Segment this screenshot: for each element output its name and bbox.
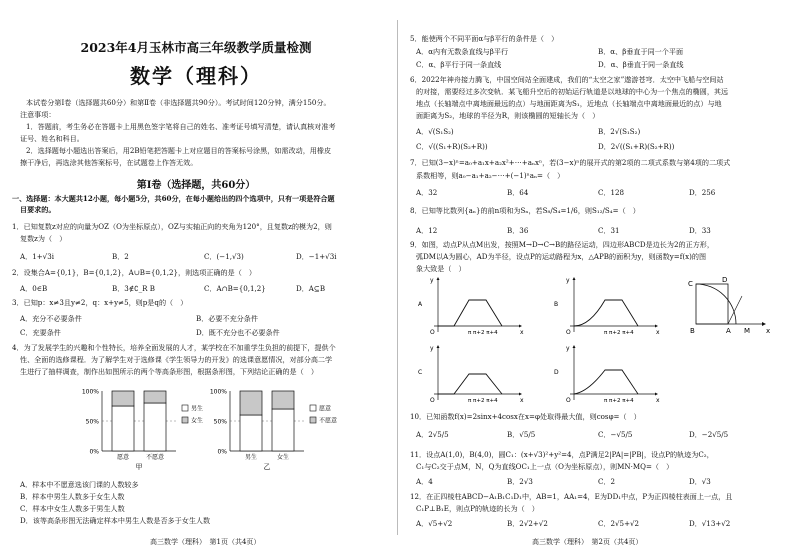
chart-caption: 甲 — [135, 463, 143, 471]
option-a: A．√5+√2 — [416, 519, 453, 528]
function-curve — [574, 300, 638, 326]
intro-line: 注意事项： — [20, 110, 56, 119]
option-c: C．2√5+√2 — [598, 519, 640, 528]
x-tick-label: 不愿意 — [145, 454, 165, 461]
question-6-text: 面距离为S₂，地球的半径为R，则该椭圆的短轴长为（ ） — [416, 111, 600, 120]
option-c: C．充要条件 — [20, 328, 61, 337]
option-b: B．样本中男生人数多于女生人数 — [20, 492, 125, 501]
arrow-icon — [437, 345, 440, 348]
label-a: A — [726, 327, 731, 335]
option-a: A．12 — [416, 226, 438, 235]
option-a: A．α内有无数条直线与β平行 — [416, 47, 509, 56]
option-c: C．128 — [598, 188, 625, 197]
chart-caption: 乙 — [263, 463, 271, 471]
left-column — [0, 0, 392, 553]
option-c: C．(−1,√3) — [204, 252, 244, 261]
arrow-icon — [437, 277, 440, 280]
option-b: B．3∉∁_R B — [112, 284, 155, 293]
subject-title: 数学（理科） — [130, 64, 262, 88]
function-curve — [574, 370, 638, 394]
graph-letter: B — [554, 301, 559, 308]
option-a: A．32 — [416, 188, 438, 197]
bar-segment — [144, 403, 166, 451]
page-footer: 高三数学（理科） 第1页（共4页） — [150, 538, 261, 546]
label-d: D — [722, 276, 728, 284]
option-a: A．样本中不愿意选该门课的人数较多 — [20, 480, 139, 489]
option-a: A．1+√3i — [20, 252, 54, 261]
question-4-text: 性、全面的选修课程．为了解学生对于选修课《学生领导力的开发》的选课意愿情况，对部分高二学 — [20, 355, 333, 364]
label-m: M — [744, 327, 751, 335]
question-11-text: 11．设点A(1,0)，B(4,0)，圆C₁：(x+√3)²+y²=4，点P满足2|PA|=|PB|，设点P的轨迹为C₂， — [410, 450, 714, 459]
bar-segment — [240, 391, 262, 415]
option-c: C．样本中女生人数多于男生人数 — [20, 504, 125, 513]
origin-label: O — [566, 397, 571, 404]
question-6-text: 地点（长轴端点中离地面最远的点）与地面距离为S₁，近地点（长轴端点中离地面最近的点）与地 — [416, 99, 722, 108]
question-9-text: 弧DM以A为圆心，AD为半径，设点P的运动路程为x，△APB的面积为y，则函数y=f(x)的图 — [416, 252, 707, 261]
question-7-text: 系数相等，则a₀−a₁+a₂−⋯+(−1)ⁿaₙ=（ ） — [416, 171, 565, 180]
axis-label-y: y — [566, 277, 570, 284]
option-d: D．√13+√2 — [689, 519, 731, 528]
axis-label-y: y — [566, 345, 570, 352]
option-b: B．必要不充分条件 — [196, 314, 258, 323]
question-1-text: 1．已知复数z对应的向量为OZ（O为坐标原点），OZ与实轴正向的夹角为120°，且复数z的模为2，则 — [12, 222, 332, 231]
option-b: B．2 — [112, 252, 129, 261]
option-a: A．0∈B — [20, 284, 48, 293]
y-tick-label: 50% — [213, 418, 227, 426]
option-c: C．2 — [598, 477, 616, 486]
intro-line: 2．选择题每小题选出答案后，用2B铅笔把答题卡上对应题目的答案标号涂黑，如需改动，用橡皮 — [26, 146, 332, 155]
option-d: D．该等高条形图无法确定样本中男生人数是否多于女生人数 — [20, 516, 211, 525]
intro-line: 本试卷分第Ⅰ卷（选择题共60分）和第Ⅱ卷（非选择题共90分）。考试时间120分钟，满分150分。 — [26, 98, 331, 107]
question-6-text: 的对接，需要经过多次变轨．某飞船升空后的初始运行轨道是以地球的中心为一个焦点的椭圆，其远 — [416, 87, 729, 96]
tick-labels: π π+2 π+4 — [604, 398, 634, 404]
option-b: B．36 — [507, 226, 529, 235]
legend-swatch — [310, 405, 316, 411]
tick-labels: π π+2 π+4 — [468, 330, 498, 336]
bar-segment — [112, 391, 134, 406]
arrow-icon — [655, 393, 658, 396]
graph-option-c — [418, 344, 524, 404]
y-tick-label: 100% — [81, 388, 99, 396]
arrow-icon — [519, 325, 522, 328]
legend-label: 男生 — [191, 405, 204, 413]
option-a: A．√(S₁S₂) — [416, 127, 454, 136]
question-12-text: C₁P⊥B₁E，则点P的轨迹的长为（ ） — [416, 504, 539, 513]
arc-dm — [696, 284, 736, 324]
option-d: D．√3 — [689, 477, 711, 486]
arrow-icon — [762, 322, 766, 326]
axis-label-x: x — [520, 329, 524, 336]
graph-letter: A — [418, 301, 423, 308]
option-a: A．2√5/5 — [416, 430, 449, 439]
axis-label-y: y — [430, 277, 434, 284]
question-5-text: 5．能使两个不同平面α与β平行的条件是（ ） — [410, 34, 559, 43]
option-d: D．α、β垂直于同一条直线 — [598, 60, 684, 69]
x-tick-label: 男生 — [244, 454, 258, 461]
column-divider — [397, 20, 398, 535]
graph-option-d — [554, 344, 660, 404]
option-c: C．α、β平行于同一条直线 — [416, 60, 502, 69]
question-8-text: 8．已知等比数列{aₙ}的前n项和为Sₙ，若S₈/S₄=1/6，则S₁₂/S₄=（ ） — [410, 206, 640, 215]
y-tick-label: 0% — [89, 448, 99, 456]
legend-swatch — [310, 417, 316, 423]
legend-label: 不愿意 — [319, 417, 338, 425]
part1-instruction: 一、选择题：本大题共12小题，每小题5分，共60分，在每小题给出的四个选项中，只有一项是符合题 — [12, 194, 335, 203]
question-7-text: 7．已知(3−x)ⁿ=a₀+a₁x+a₂x²+⋯+aₙxⁿ，若(3−x)ⁿ的展开式的第2项的二项式系数与第4项的二项式 — [410, 158, 731, 167]
bar-segment — [144, 391, 166, 403]
legend-label: 女生 — [191, 417, 204, 425]
arrow-icon — [655, 325, 658, 328]
question-3-text: 3．已知p：x≠3且y≠2，q：x+y≠5，则p是q的（ ） — [12, 298, 188, 307]
bar-segment — [272, 391, 294, 409]
question-4-text: 生进行了抽样调查，制作出如图所示的两个等高条形图，根据条形图，下列结论正确的是（ ） — [20, 367, 318, 376]
question-4-text: 4．为了发展学生的兴趣和个性特长，培养全面发展的人才，某学校在不加重学生负担的前提下，提供个 — [12, 343, 336, 352]
exam-title: 2023年4月玉林市高三年级教学质量检测 — [80, 40, 312, 55]
origin-label: O — [430, 397, 435, 404]
option-b: B．√5/5 — [507, 430, 536, 439]
arrow-icon — [519, 393, 522, 396]
legend-swatch — [182, 405, 188, 411]
graph-letter: D — [554, 369, 559, 376]
graph-option-a — [418, 276, 524, 336]
label-b: B — [690, 327, 695, 335]
label-c: C — [688, 280, 693, 288]
arrow-icon — [573, 277, 576, 280]
axis-label-x: x — [520, 397, 524, 404]
arrow-icon — [573, 345, 576, 348]
option-a: A．充分不必要条件 — [20, 314, 82, 323]
part1-heading: 第Ⅰ卷（选择题，共60分） — [136, 180, 256, 191]
option-b: B．2√(S₁S₂) — [598, 127, 641, 136]
question-6-text: 6．2022年神舟接力腾飞，中国空间站全面建成，我们的“太空之家”遨游苍穹．太空中飞船与空间站 — [410, 75, 724, 84]
tick-labels: π π+2 π+4 — [604, 330, 634, 336]
chart-yi — [200, 383, 380, 475]
axis-label-y: y — [430, 345, 434, 352]
option-d: D．33 — [689, 226, 711, 235]
option-b: B．2√3 — [507, 477, 533, 486]
option-d: D．−2√5/5 — [689, 430, 729, 439]
origin-label: O — [566, 329, 571, 336]
option-b: B．64 — [507, 188, 529, 197]
option-c: C．A∩B={0,1,2} — [204, 284, 266, 293]
option-c: C．−√5/5 — [598, 430, 633, 439]
right-column — [402, 0, 794, 553]
intro-line: 1．答题前，考生务必在答题卡上用黑色签字笔将自己的姓名、准考证号填写清楚，请认真核对准考 — [26, 122, 336, 131]
bar-segment — [272, 409, 294, 451]
x-tick-label: 愿意 — [116, 454, 130, 461]
x-tick-label: 女生 — [276, 454, 290, 461]
option-b: B．α、β垂直于同一个平面 — [598, 47, 684, 56]
option-d: D．2√((S₁+R)(S₂+R)) — [598, 142, 675, 151]
graph-option-b — [554, 276, 660, 336]
question-1-text: 复数z为（ ） — [20, 234, 67, 243]
option-c: C．√((S₁+R)(S₂+R)) — [416, 142, 488, 151]
origin-label: O — [430, 329, 435, 336]
graph-letter: C — [418, 369, 423, 376]
option-d: D．既不充分也不必要条件 — [196, 328, 280, 337]
option-d: D．A⊆B — [296, 284, 326, 293]
label-x: x — [766, 327, 771, 335]
function-curve — [438, 300, 502, 326]
option-c: C．31 — [598, 226, 620, 235]
y-tick-label: 100% — [209, 388, 227, 396]
question-11-text: C₁与C₂交于点M，N，Q为直线OC₁上一点（O为坐标原点），则MN·MQ=（ ） — [416, 462, 674, 471]
question-12-text: 12．在正四棱柱ABCD−A₁B₁C₁D₁中，AB=1，AA₁=4，E为DD₁中点，P为正四棱柱表面上一点，且 — [410, 492, 733, 501]
option-b: B．2√2+√2 — [507, 519, 548, 528]
page-footer: 高三数学（理科） 第2页（共4页） — [532, 538, 643, 546]
intro-line: 证号、姓名和科目。 — [20, 134, 84, 143]
question-10-text: 10．已知函数f(x)=2sinx+4cosx在x=φ处取得最大值，则cosφ=（ ） — [410, 412, 641, 421]
function-curve — [438, 374, 502, 394]
axis-label-x: x — [656, 329, 660, 336]
option-d: D．256 — [689, 188, 716, 197]
legend-label: 愿意 — [319, 405, 332, 413]
square-figure — [686, 276, 776, 336]
option-a: A．4 — [416, 477, 433, 486]
tick-labels: π π+2 π+4 — [468, 398, 498, 404]
question-9-text: 象大致是（ ） — [416, 264, 466, 273]
y-tick-label: 50% — [85, 418, 99, 426]
segment-bp — [728, 296, 742, 324]
y-tick-label: 0% — [217, 448, 227, 456]
axis-label-x: x — [656, 397, 660, 404]
question-9-text: 9．如图，动点P从点M出发，按照M→D→C→B的路径运动，四边形ABCD是边长为2的正方形， — [410, 240, 714, 249]
bar-segment — [240, 415, 262, 451]
square-abcd — [696, 284, 728, 324]
option-d: D．−1+√3i — [296, 252, 337, 261]
legend-swatch — [182, 417, 188, 423]
question-2-text: 2．设集合A={0,1}，B={0,1,2}，A∪B={0,1,2}，则选项正确的是（ ） — [12, 268, 257, 277]
bar-segment — [112, 406, 134, 451]
intro-line: 擦干净后，再选涂其他答案标号，在试题卷上作答无效。 — [20, 158, 198, 167]
part1-instruction: 目要求的。 — [20, 205, 56, 214]
